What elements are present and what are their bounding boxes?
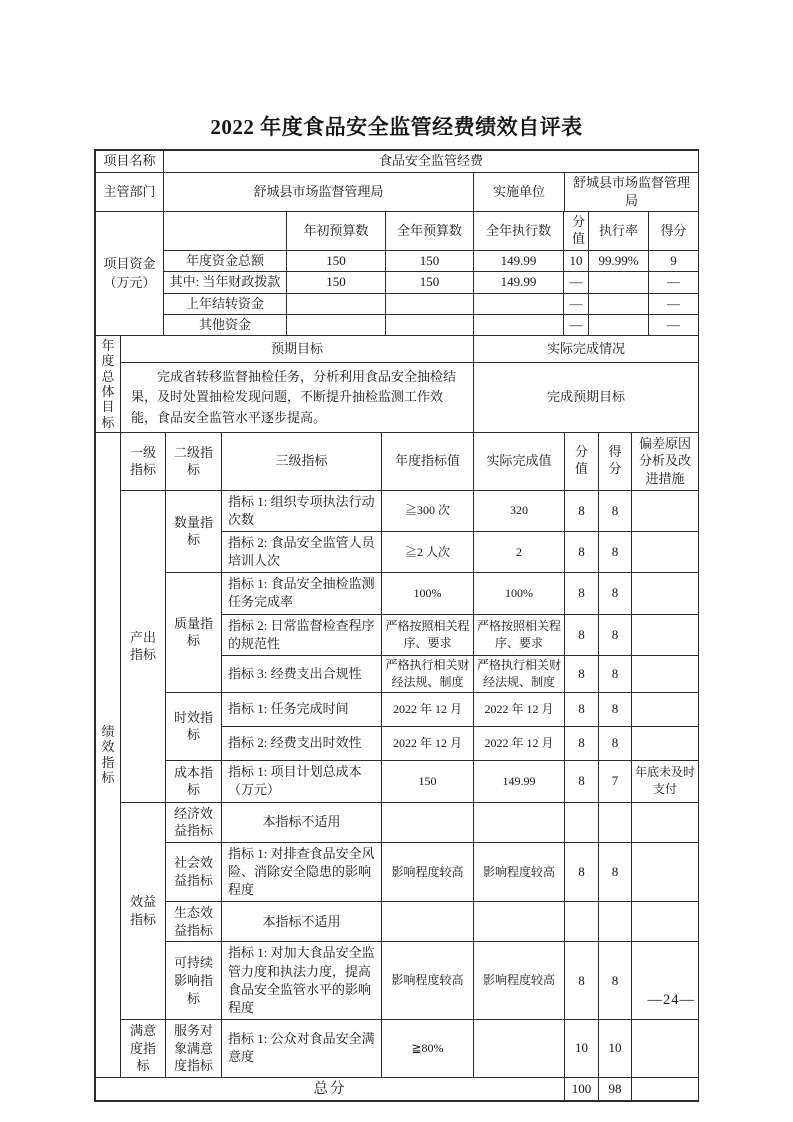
indicator-target: 影响程度较高 bbox=[382, 842, 474, 902]
indicator-score: 10 bbox=[599, 1020, 632, 1078]
annual-goal-table bbox=[95, 335, 699, 433]
page-number: —24— bbox=[647, 992, 695, 1008]
table-row bbox=[96, 335, 699, 362]
funds-label: 项目资金（万元） bbox=[96, 212, 164, 336]
indicator-row bbox=[96, 760, 699, 802]
indicator-name: 指标 1: 食品安全抽检监测任务完成率 bbox=[222, 573, 382, 614]
indicator-target: 100% bbox=[382, 573, 474, 614]
table-row bbox=[96, 363, 699, 433]
indicator-score-value: 8 bbox=[565, 726, 599, 760]
indicator-name: 指标 2: 日常监督检查程序的规范性 bbox=[222, 614, 382, 655]
indicators-table bbox=[95, 432, 699, 1101]
indicator-name: 指标 1: 对排查食品安全风险、消除安全隐患的影响程度 bbox=[222, 842, 382, 902]
impl-unit-label: 实施单位 bbox=[474, 173, 565, 212]
fund-row bbox=[96, 314, 699, 335]
col-deviation: 偏差原因分析及改进措施 bbox=[632, 432, 699, 490]
indicator-actual: 严格执行相关财经法规、制度 bbox=[474, 656, 565, 693]
total-score-value: 100 bbox=[565, 1077, 599, 1100]
indicator-target: 影响程度较高 bbox=[382, 942, 474, 1020]
indicator-name: 指标 1: 组织专项执法行动次数 bbox=[222, 490, 382, 531]
indicator-actual: 100% bbox=[474, 573, 565, 614]
fund-initial bbox=[287, 293, 386, 314]
funds-col-score-value: 分值 bbox=[564, 212, 589, 251]
indicator-score bbox=[599, 902, 632, 942]
level2-service: 服务对象满意度指标 bbox=[166, 1020, 222, 1078]
fund-score: — bbox=[649, 272, 699, 293]
actual-completion-text: 完成预期目标 bbox=[474, 363, 699, 433]
indicator-target: ≧80% bbox=[382, 1020, 474, 1078]
table-row bbox=[96, 173, 699, 212]
level1-output: 产出指标 bbox=[121, 490, 166, 802]
indicator-deviation bbox=[632, 490, 699, 531]
indicator-name: 指标 1: 项目计划总成本（万元） bbox=[222, 760, 382, 802]
indicator-actual: 320 bbox=[474, 490, 565, 531]
indicator-actual bbox=[474, 1020, 565, 1078]
indicator-score-value: 8 bbox=[565, 531, 599, 572]
fund-exec-rate bbox=[589, 314, 649, 335]
fund-annual bbox=[386, 314, 474, 335]
fund-exec-rate: 99.99% bbox=[589, 251, 649, 272]
level1-satisfaction: 满意度指标 bbox=[121, 1020, 166, 1078]
level2-economic: 经济效益指标 bbox=[166, 802, 222, 842]
fund-score-value: — bbox=[564, 293, 589, 314]
indicator-row bbox=[96, 942, 699, 1020]
level1-benefit: 效益指标 bbox=[121, 802, 166, 1020]
funds-col-exec-rate: 执行率 bbox=[589, 212, 649, 251]
indicator-score-value: 8 bbox=[565, 614, 599, 655]
fund-exec-rate bbox=[589, 293, 649, 314]
fund-row-name: 上年结转资金 bbox=[164, 293, 287, 314]
page-title: 2022 年度食品安全监管经费绩效自评表 bbox=[210, 115, 583, 139]
indicator-name: 指标 1: 对加大食品安全监管力度和执法力度，提高食品安全监管水平的影响程度 bbox=[222, 942, 382, 1020]
indicator-target: 严格按照相关程序、要求 bbox=[382, 614, 474, 655]
indicator-score-value: 8 bbox=[565, 490, 599, 531]
fund-score-value: 10 bbox=[564, 251, 589, 272]
col-target: 年度指标值 bbox=[382, 432, 474, 490]
indicator-target: 2022 年 12 月 bbox=[382, 692, 474, 726]
indicator-deviation bbox=[632, 531, 699, 572]
fund-annual: 150 bbox=[386, 251, 474, 272]
indicator-score: 8 bbox=[599, 656, 632, 693]
indicator-row bbox=[96, 802, 699, 842]
indicator-deviation bbox=[632, 573, 699, 614]
indicator-row bbox=[96, 573, 699, 614]
table-row bbox=[96, 151, 699, 173]
indicator-score: 8 bbox=[599, 490, 632, 531]
fund-initial: 150 bbox=[287, 251, 386, 272]
indicator-target bbox=[382, 802, 474, 842]
indicator-name: 指标 3: 经费支出合规性 bbox=[222, 656, 382, 693]
indicator-score: 7 bbox=[599, 760, 632, 802]
indicator-deviation bbox=[632, 656, 699, 693]
fund-annual bbox=[386, 293, 474, 314]
fund-score: 9 bbox=[649, 251, 699, 272]
indicator-score-value: 8 bbox=[565, 692, 599, 726]
indicator-deviation bbox=[632, 842, 699, 902]
indicator-score bbox=[599, 802, 632, 842]
level2-social: 社会效益指标 bbox=[166, 842, 222, 902]
dept-label: 主管部门 bbox=[96, 173, 164, 212]
indicator-deviation bbox=[632, 902, 699, 942]
col-level1: 一级指标 bbox=[121, 432, 166, 490]
indicator-actual bbox=[474, 802, 565, 842]
fund-score: — bbox=[649, 293, 699, 314]
project-name-label: 项目名称 bbox=[96, 151, 164, 173]
indicator-score-value: 10 bbox=[565, 1020, 599, 1078]
indicator-row bbox=[96, 902, 699, 942]
fund-initial bbox=[287, 314, 386, 335]
indicator-actual: 149.99 bbox=[474, 760, 565, 802]
indicator-actual: 2022 年 12 月 bbox=[474, 692, 565, 726]
indicator-deviation bbox=[632, 726, 699, 760]
indicator-row bbox=[96, 842, 699, 902]
level2-quality: 质量指标 bbox=[166, 573, 222, 692]
fund-row-name: 其他资金 bbox=[164, 314, 287, 335]
empty-cell bbox=[632, 1077, 699, 1100]
col-level2: 二级指标 bbox=[166, 432, 222, 490]
indicator-actual bbox=[474, 902, 565, 942]
fund-executed: 149.99 bbox=[474, 272, 564, 293]
total-row bbox=[96, 1077, 699, 1100]
fund-annual: 150 bbox=[386, 272, 474, 293]
col-score: 得分 bbox=[599, 432, 632, 490]
impl-unit-value: 舒城县市场监督管理局 bbox=[565, 173, 699, 212]
indicator-score-value: 8 bbox=[565, 942, 599, 1020]
indicator-score: 8 bbox=[599, 573, 632, 614]
col-score-value: 分值 bbox=[565, 432, 599, 490]
fund-initial: 150 bbox=[287, 272, 386, 293]
indicator-score: 8 bbox=[599, 692, 632, 726]
indicator-score-value: 8 bbox=[565, 842, 599, 902]
indicator-name: 指标 1: 任务完成时间 bbox=[222, 692, 382, 726]
indicator-deviation bbox=[632, 614, 699, 655]
indicator-score: 8 bbox=[599, 614, 632, 655]
indicator-actual: 影响程度较高 bbox=[474, 942, 565, 1020]
fund-row-name: 其中: 当年财政拨款 bbox=[164, 272, 287, 293]
dept-value: 舒城县市场监督管理局 bbox=[164, 173, 474, 212]
annual-goal-label: 年度总体目标 bbox=[96, 335, 121, 432]
fund-executed: 149.99 bbox=[474, 251, 564, 272]
header-table bbox=[95, 150, 699, 212]
level2-timeliness: 时效指标 bbox=[166, 692, 222, 760]
indicator-name: 指标 2: 食品安全监管人员培训人次 bbox=[222, 531, 382, 572]
funds-table bbox=[95, 211, 699, 336]
indicator-row bbox=[96, 692, 699, 726]
indicator-target: 2022 年 12 月 bbox=[382, 726, 474, 760]
indicator-score: 8 bbox=[599, 531, 632, 572]
fund-score: — bbox=[649, 314, 699, 335]
indicator-name: 本指标不适用 bbox=[222, 802, 382, 842]
indicator-deviation bbox=[632, 1020, 699, 1078]
indicators-label: 绩效指标 bbox=[96, 432, 121, 1077]
fund-score-value: — bbox=[564, 314, 589, 335]
fund-row-name: 年度资金总额 bbox=[164, 251, 287, 272]
indicator-name: 指标 2: 经费支出时效性 bbox=[222, 726, 382, 760]
indicator-actual: 2 bbox=[474, 531, 565, 572]
indicator-actual: 2022 年 12 月 bbox=[474, 726, 565, 760]
indicator-target: 150 bbox=[382, 760, 474, 802]
indicator-score: 8 bbox=[599, 726, 632, 760]
fund-exec-rate bbox=[589, 272, 649, 293]
indicator-score-value: 8 bbox=[565, 573, 599, 614]
level2-cost: 成本指标 bbox=[166, 760, 222, 802]
indicator-name: 指标 1: 公众对食品安全满意度 bbox=[222, 1020, 382, 1078]
funds-col-initial: 年初预算数 bbox=[287, 212, 386, 251]
empty-cell bbox=[164, 212, 287, 251]
indicator-deviation bbox=[632, 802, 699, 842]
funds-col-executed: 全年执行数 bbox=[474, 212, 564, 251]
col-actual: 实际完成值 bbox=[474, 432, 565, 490]
indicator-score-value bbox=[565, 902, 599, 942]
indicator-actual: 影响程度较高 bbox=[474, 842, 565, 902]
indicator-row bbox=[96, 1020, 699, 1078]
col-level3: 三级指标 bbox=[222, 432, 382, 490]
indicator-target: 严格执行相关财经法规、制度 bbox=[382, 656, 474, 693]
expected-goal-text: 完成省转移监督抽检任务，分析利用食品安全抽检结果，及时处置抽检发现问题，不断提升抽检监测工作效能，食品安全监管水平逐步提高。 bbox=[121, 363, 474, 433]
total-score: 98 bbox=[599, 1077, 632, 1100]
indicator-deviation bbox=[632, 692, 699, 726]
indicator-target bbox=[382, 902, 474, 942]
expected-goal-header: 预期目标 bbox=[121, 335, 474, 362]
fund-score-value: — bbox=[564, 272, 589, 293]
level2-sustainable: 可持续影响指标 bbox=[166, 942, 222, 1020]
fund-executed bbox=[474, 293, 564, 314]
level2-quantity: 数量指标 bbox=[166, 490, 222, 573]
evaluation-table bbox=[95, 150, 698, 1101]
indicator-score: 8 bbox=[599, 942, 632, 1020]
project-name-value: 食品安全监管经费 bbox=[164, 151, 699, 173]
table-row bbox=[96, 212, 699, 251]
indicator-target: ≧2 人次 bbox=[382, 531, 474, 572]
total-label: 总分 bbox=[96, 1077, 565, 1100]
indicator-name: 本指标不适用 bbox=[222, 902, 382, 942]
indicator-deviation: 年底未及时支付 bbox=[632, 760, 699, 802]
fund-row bbox=[96, 251, 699, 272]
table-row bbox=[96, 432, 699, 490]
indicator-row bbox=[96, 490, 699, 531]
indicator-score-value: 8 bbox=[565, 760, 599, 802]
indicator-score: 8 bbox=[599, 842, 632, 902]
funds-col-score: 得分 bbox=[649, 212, 699, 251]
indicator-actual: 严格按照相关程序、要求 bbox=[474, 614, 565, 655]
funds-col-annual: 全年预算数 bbox=[386, 212, 474, 251]
fund-executed bbox=[474, 314, 564, 335]
level2-ecological: 生态效益指标 bbox=[166, 902, 222, 942]
fund-row bbox=[96, 293, 699, 314]
fund-row bbox=[96, 272, 699, 293]
indicator-score-value: 8 bbox=[565, 656, 599, 693]
indicator-target: ≧300 次 bbox=[382, 490, 474, 531]
indicator-score-value bbox=[565, 802, 599, 842]
actual-completion-header: 实际完成情况 bbox=[474, 335, 699, 362]
